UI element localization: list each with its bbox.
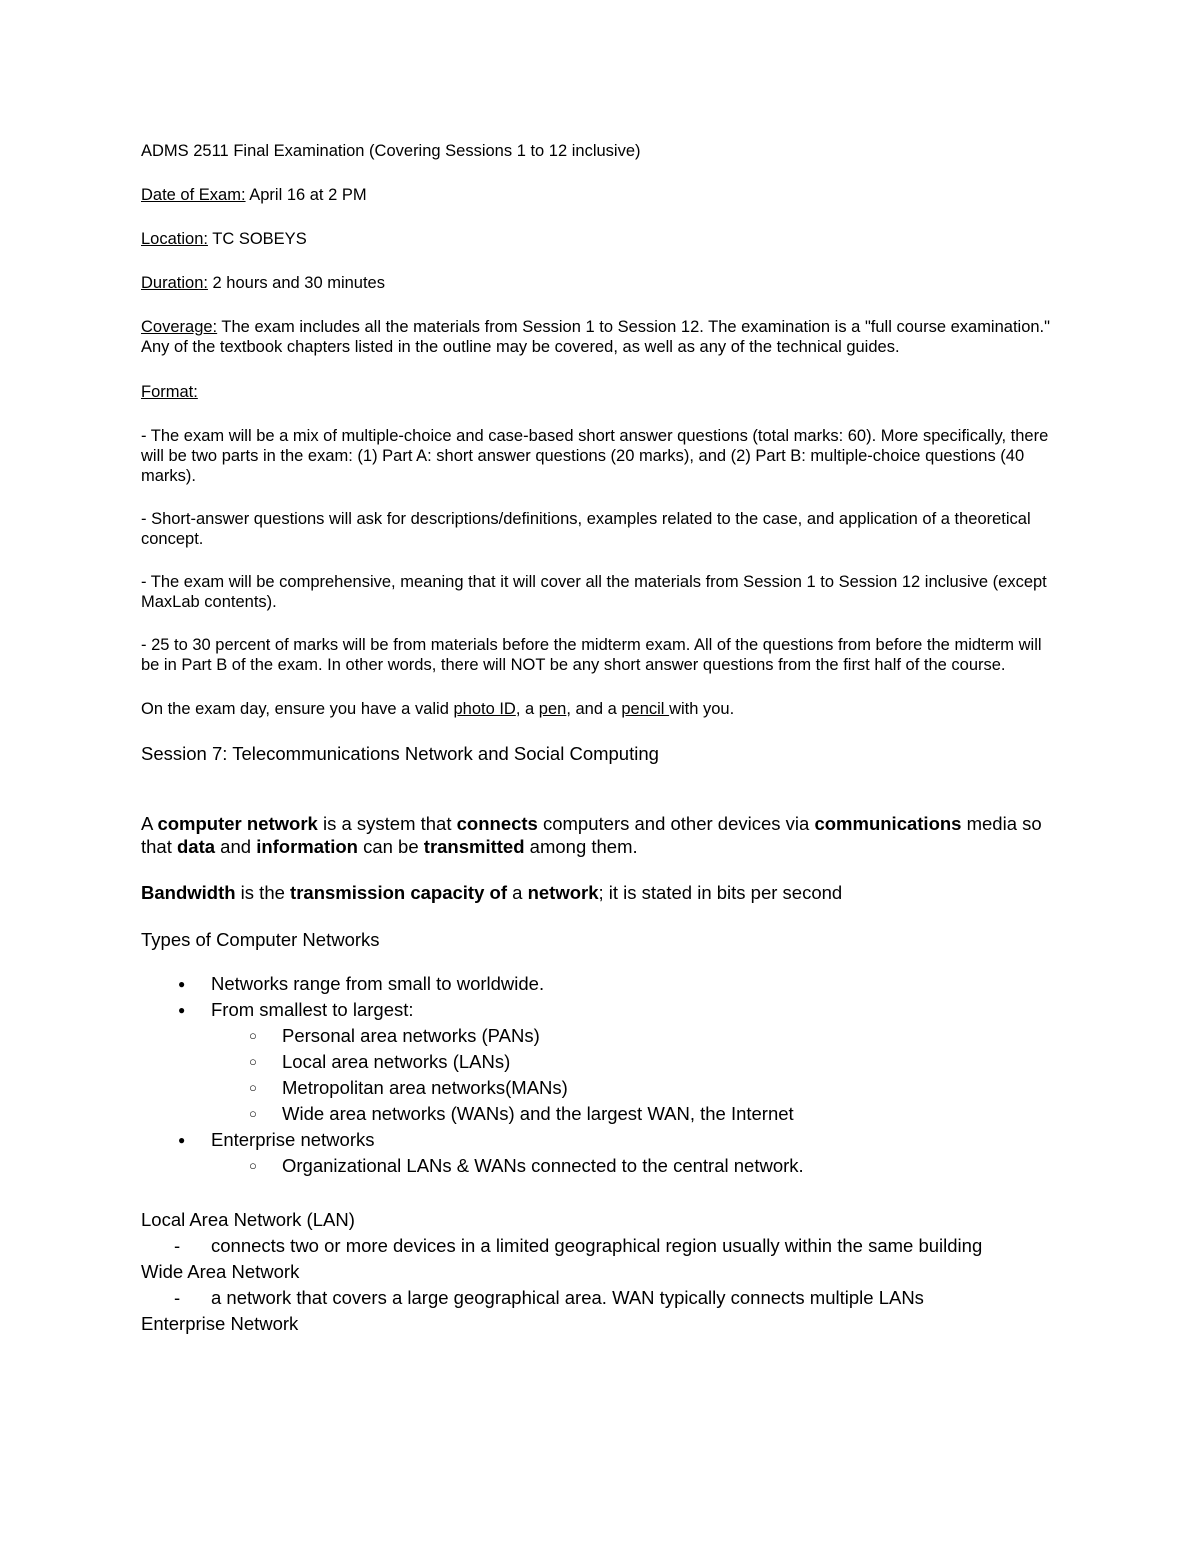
format-heading [141,382,1061,402]
network-definitions [141,1207,1061,1337]
list-item: ● Networks range from small to worldwide. [141,971,1061,997]
types-heading: Types of Computer Networks [141,929,380,950]
exam-coverage [141,317,1061,357]
wan-title: Wide Area Network [141,1261,300,1282]
session-heading: Session 7: Telecommunications Network and Social Computing [141,743,659,764]
format-item: - 25 to 30 percent of marks will be from materials before the midterm exam. All of the questions from before the midterm will be in Part B of the exam. In other words, there will NOT be any short answer questions from the first half of the course. [141,636,1042,674]
coverage-label: Coverage: [141,318,218,336]
exam-title: ADMS 2511 Final Examination (Covering Sessions 1 to 12 inclusive) [141,142,641,160]
exam-duration [141,273,1061,293]
exam-day-note: On the exam day, ensure you have a valid photo ID, a pen, and a pencil with you. [141,700,735,718]
photo-id-text: photo ID [453,700,516,718]
format-label: Format: [141,383,198,401]
document-body [141,141,1061,1337]
location-label: Location: [141,230,208,248]
exam-date [141,185,1061,205]
wan-description: - a network that covers a large geographical area. WAN typically connects multiple LANs [141,1285,1061,1311]
sub-list-item: ○ Wide area networks (WANs) and the largest WAN, the Internet [141,1101,1061,1127]
duration-value: 2 hours and 30 minutes [207,274,385,292]
date-value: April 16 at 2 PM [245,186,367,204]
pen-text: pen [538,700,567,718]
format-item: - Short-answer questions will ask for descriptions/definitions, examples related to the case, and application of a theoretical concept. [141,510,1031,548]
lan-title: Local Area Network (LAN) [141,1209,355,1230]
format-item: - The exam will be a mix of multiple-choice and case-based short answer questions (total marks: 60). More specifically, there will be two parts in the exam: (1) Part A: short answer questions (20 marks), and (2) Part B: multiple-choice questions (40 marks). [141,427,1049,485]
list-item: ● From smallest to largest: [141,997,1061,1023]
coverage-value: The exam includes all the materials from Session 1 to Session 12. The examination is a "full course examination." Any of the textbook chapters listed in the outline may be covered, as well as any of the technical guides. [141,318,1050,356]
list-item: ● Enterprise networks [141,1127,1061,1153]
exam-location [141,229,1061,249]
duration-label: Duration: [141,274,208,292]
sub-list-item: ○ Local area networks (LANs) [141,1049,1061,1075]
format-item: - The exam will be comprehensive, meaning that it will cover all the materials from Session 1 to Session 12 inclusive (except MaxLab contents). [141,573,1047,611]
date-label: Date of Exam: [141,186,246,204]
pencil-text: pencil [621,700,670,718]
types-list [141,971,1061,1179]
lan-description: - connects two or more devices in a limited geographical region usually within the same building [141,1233,1061,1259]
location-value: TC SOBEYS [207,230,307,248]
sub-list-item: ○ Organizational LANs & WANs connected to the central network. [141,1153,1061,1179]
sub-list-item: ○ Personal area networks (PANs) [141,1023,1061,1049]
bandwidth-definition: Bandwidth is the transmission capacity of a network; it is stated in bits per second [141,882,843,903]
sub-list-item: ○ Metropolitan area networks(MANs) [141,1075,1061,1101]
computer-network-definition: A computer network is a system that connects computers and other devices via communications media so that data and information can be transmitted among them. [141,813,1042,857]
enterprise-title: Enterprise Network [141,1313,299,1334]
